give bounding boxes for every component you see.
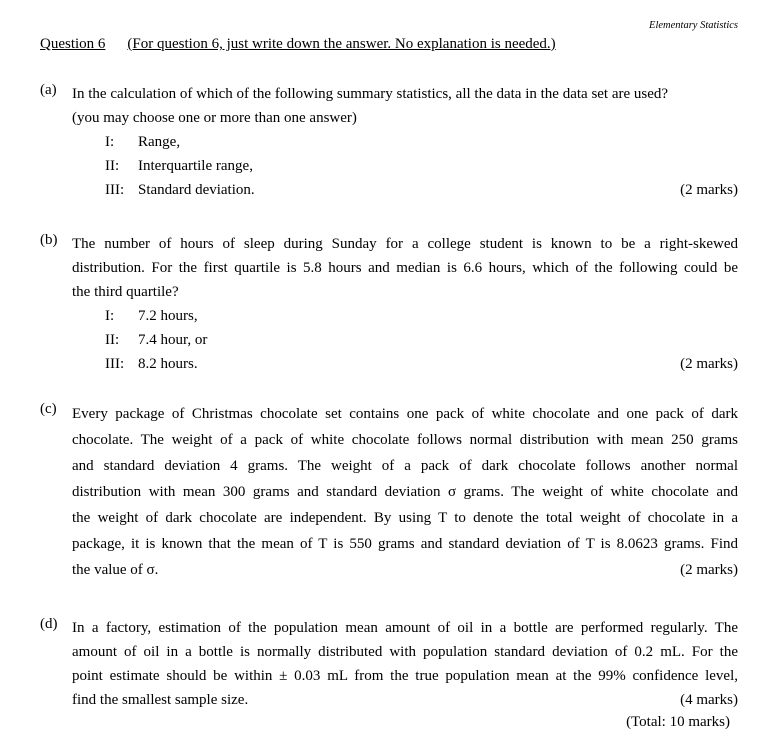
option-roman: II: xyxy=(105,158,120,174)
part-c-line-7: the value of σ. xyxy=(72,562,159,578)
option-text: Range, xyxy=(138,134,181,150)
part-c-line-5: the weight of dark chocolate are independent. By using T to denote the total weight of chocolate in a xyxy=(72,510,738,526)
option-roman: I: xyxy=(105,308,115,324)
option-roman: I: xyxy=(105,134,115,150)
part-b-label: (b) xyxy=(40,232,58,248)
question-number: Question 6 xyxy=(40,36,106,52)
option-item xyxy=(105,178,738,202)
option-item xyxy=(105,328,738,352)
part-b-line-3: the third quartile? xyxy=(72,284,179,300)
total-marks: (Total: 10 marks) xyxy=(626,714,730,730)
part-d-line-2: amount of oil in a bottle is normally distributed with population standard deviation of 0.2 mL. For the xyxy=(72,644,738,660)
part-d-line-3: point estimate should be within ± 0.03 mL from the true population mean at the 99% confidence level, xyxy=(72,668,738,684)
option-item xyxy=(105,130,738,154)
part-d xyxy=(40,616,738,716)
part-a xyxy=(40,82,738,207)
part-c-line-3: and standard deviation 4 grams. The weight of a pack of dark chocolate follows another normal xyxy=(72,458,738,474)
option-text: 8.2 hours. xyxy=(138,356,198,372)
part-b-marks: (2 marks) xyxy=(680,356,738,372)
part-c-line-2: chocolate. The weight of a pack of white chocolate follows normal distribution with mean 250 grams xyxy=(72,432,738,448)
part-d-line-1: In a factory, estimation of the population mean amount of oil in a bottle are performed regularly. The xyxy=(72,620,738,636)
question-title xyxy=(40,36,556,53)
part-a-line-1: In the calculation of which of the following summary statistics, all the data in the data set are used? xyxy=(72,86,669,102)
part-a-label: (a) xyxy=(40,82,57,98)
part-c-line-4: distribution with mean 300 grams and standard deviation σ grams. The weight of white chocolate and xyxy=(72,484,738,500)
option-item xyxy=(105,304,738,328)
option-roman: III: xyxy=(105,182,125,198)
part-d-line-4: find the smallest sample size. xyxy=(72,692,249,708)
part-a-line-2: (you may choose one or more than one answer) xyxy=(72,110,357,126)
option-text: Interquartile range, xyxy=(138,158,253,174)
part-c xyxy=(40,401,738,586)
part-b-line-2: distribution. For the first quartile is 5.8 hours and median is 6.6 hours, which of the following could be xyxy=(72,260,738,276)
part-c-label: (c) xyxy=(40,401,57,417)
option-roman: III: xyxy=(105,356,125,372)
option-item xyxy=(105,154,738,178)
part-c-line-6: package, it is known that the mean of T is 550 grams and standard deviation of T is 8.0623 grams. Find xyxy=(72,536,738,552)
part-b-line-1: The number of hours of sleep during Sunday for a college student is known to be a right-skewed xyxy=(72,236,738,252)
part-b xyxy=(40,232,738,377)
option-text: 7.4 hour, or xyxy=(138,332,208,348)
part-a-marks: (2 marks) xyxy=(680,182,738,198)
part-d-marks: (4 marks) xyxy=(680,692,738,708)
course-header: Elementary Statistics xyxy=(649,20,738,31)
option-item xyxy=(105,352,738,376)
option-text: Standard deviation. xyxy=(138,182,255,198)
option-text: 7.2 hours, xyxy=(138,308,198,324)
question-instruction: (For question 6, just write down the answer. No explanation is needed.) xyxy=(127,36,556,52)
part-c-marks: (2 marks) xyxy=(680,562,738,578)
option-roman: II: xyxy=(105,332,120,348)
part-d-label: (d) xyxy=(40,616,58,632)
part-c-line-1: Every package of Christmas chocolate set contains one pack of white chocolate and one pack of dark xyxy=(72,406,738,422)
